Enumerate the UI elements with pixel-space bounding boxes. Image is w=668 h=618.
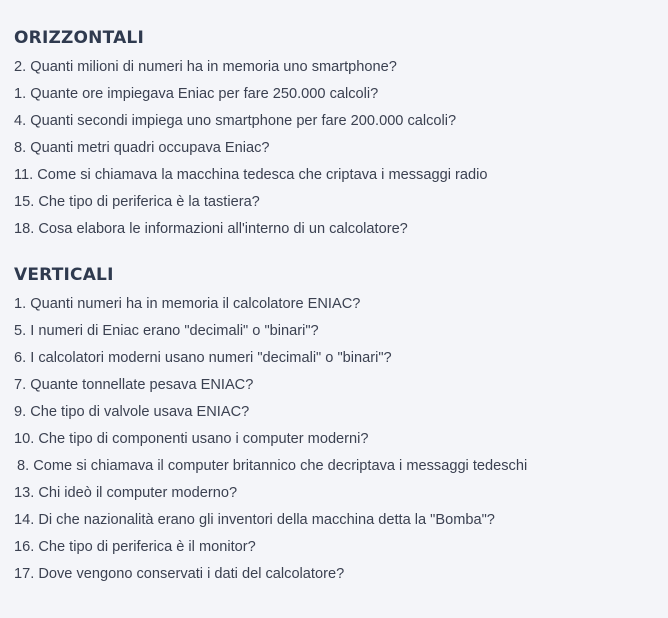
orizzontali-heading: ORIZZONTALI xyxy=(14,28,144,48)
clue-item: 4. Quanti secondi impiega uno smartphone per fare 200.000 calcoli? xyxy=(14,113,457,129)
clue-item: 13. Chi ideò il computer moderno? xyxy=(14,485,238,501)
clue-item: 9. Che tipo di valvole usava ENIAC? xyxy=(14,404,250,420)
clue-item: 8. Quanti metri quadri occupava Eniac? xyxy=(14,140,270,156)
clue-item: 2. Quanti milioni di numeri ha in memoria uno smartphone? xyxy=(14,59,397,75)
clue-item: 7. Quante tonnellate pesava ENIAC? xyxy=(14,377,254,393)
clue-item: 14. Di che nazionalità erano gli inventori della macchina detta la "Bomba"? xyxy=(14,512,495,528)
crossword-clues xyxy=(14,0,664,588)
clue-item: 16. Che tipo di periferica è il monitor? xyxy=(14,539,256,555)
clue-item: 1. Quante ore impiegava Eniac per fare 250.000 calcoli? xyxy=(14,86,379,102)
verticali-heading: VERTICALI xyxy=(14,265,114,285)
clue-item: 17. Dove vengono conservati i dati del calcolatore? xyxy=(14,566,345,582)
clue-item: 6. I calcolatori moderni usano numeri "decimali" o "binari"? xyxy=(14,350,392,366)
clue-item: 15. Che tipo di periferica è la tastiera? xyxy=(14,194,260,210)
clue-item: 10. Che tipo di componenti usano i computer moderni? xyxy=(14,431,369,447)
clue-item: 11. Come si chiamava la macchina tedesca che criptava i messaggi radio xyxy=(14,167,488,183)
clue-item: 5. I numeri di Eniac erano "decimali" o "binari"? xyxy=(14,323,319,339)
orizzontali-clue-list xyxy=(14,54,664,243)
clue-item: 8. Come si chiamava il computer britannico che decriptava i messaggi tedeschi xyxy=(17,458,528,474)
clue-item: 18. Cosa elabora le informazioni all'interno di un calcolatore? xyxy=(14,221,408,237)
clue-item: 1. Quanti numeri ha in memoria il calcolatore ENIAC? xyxy=(14,296,361,312)
verticali-clue-list xyxy=(14,291,664,588)
